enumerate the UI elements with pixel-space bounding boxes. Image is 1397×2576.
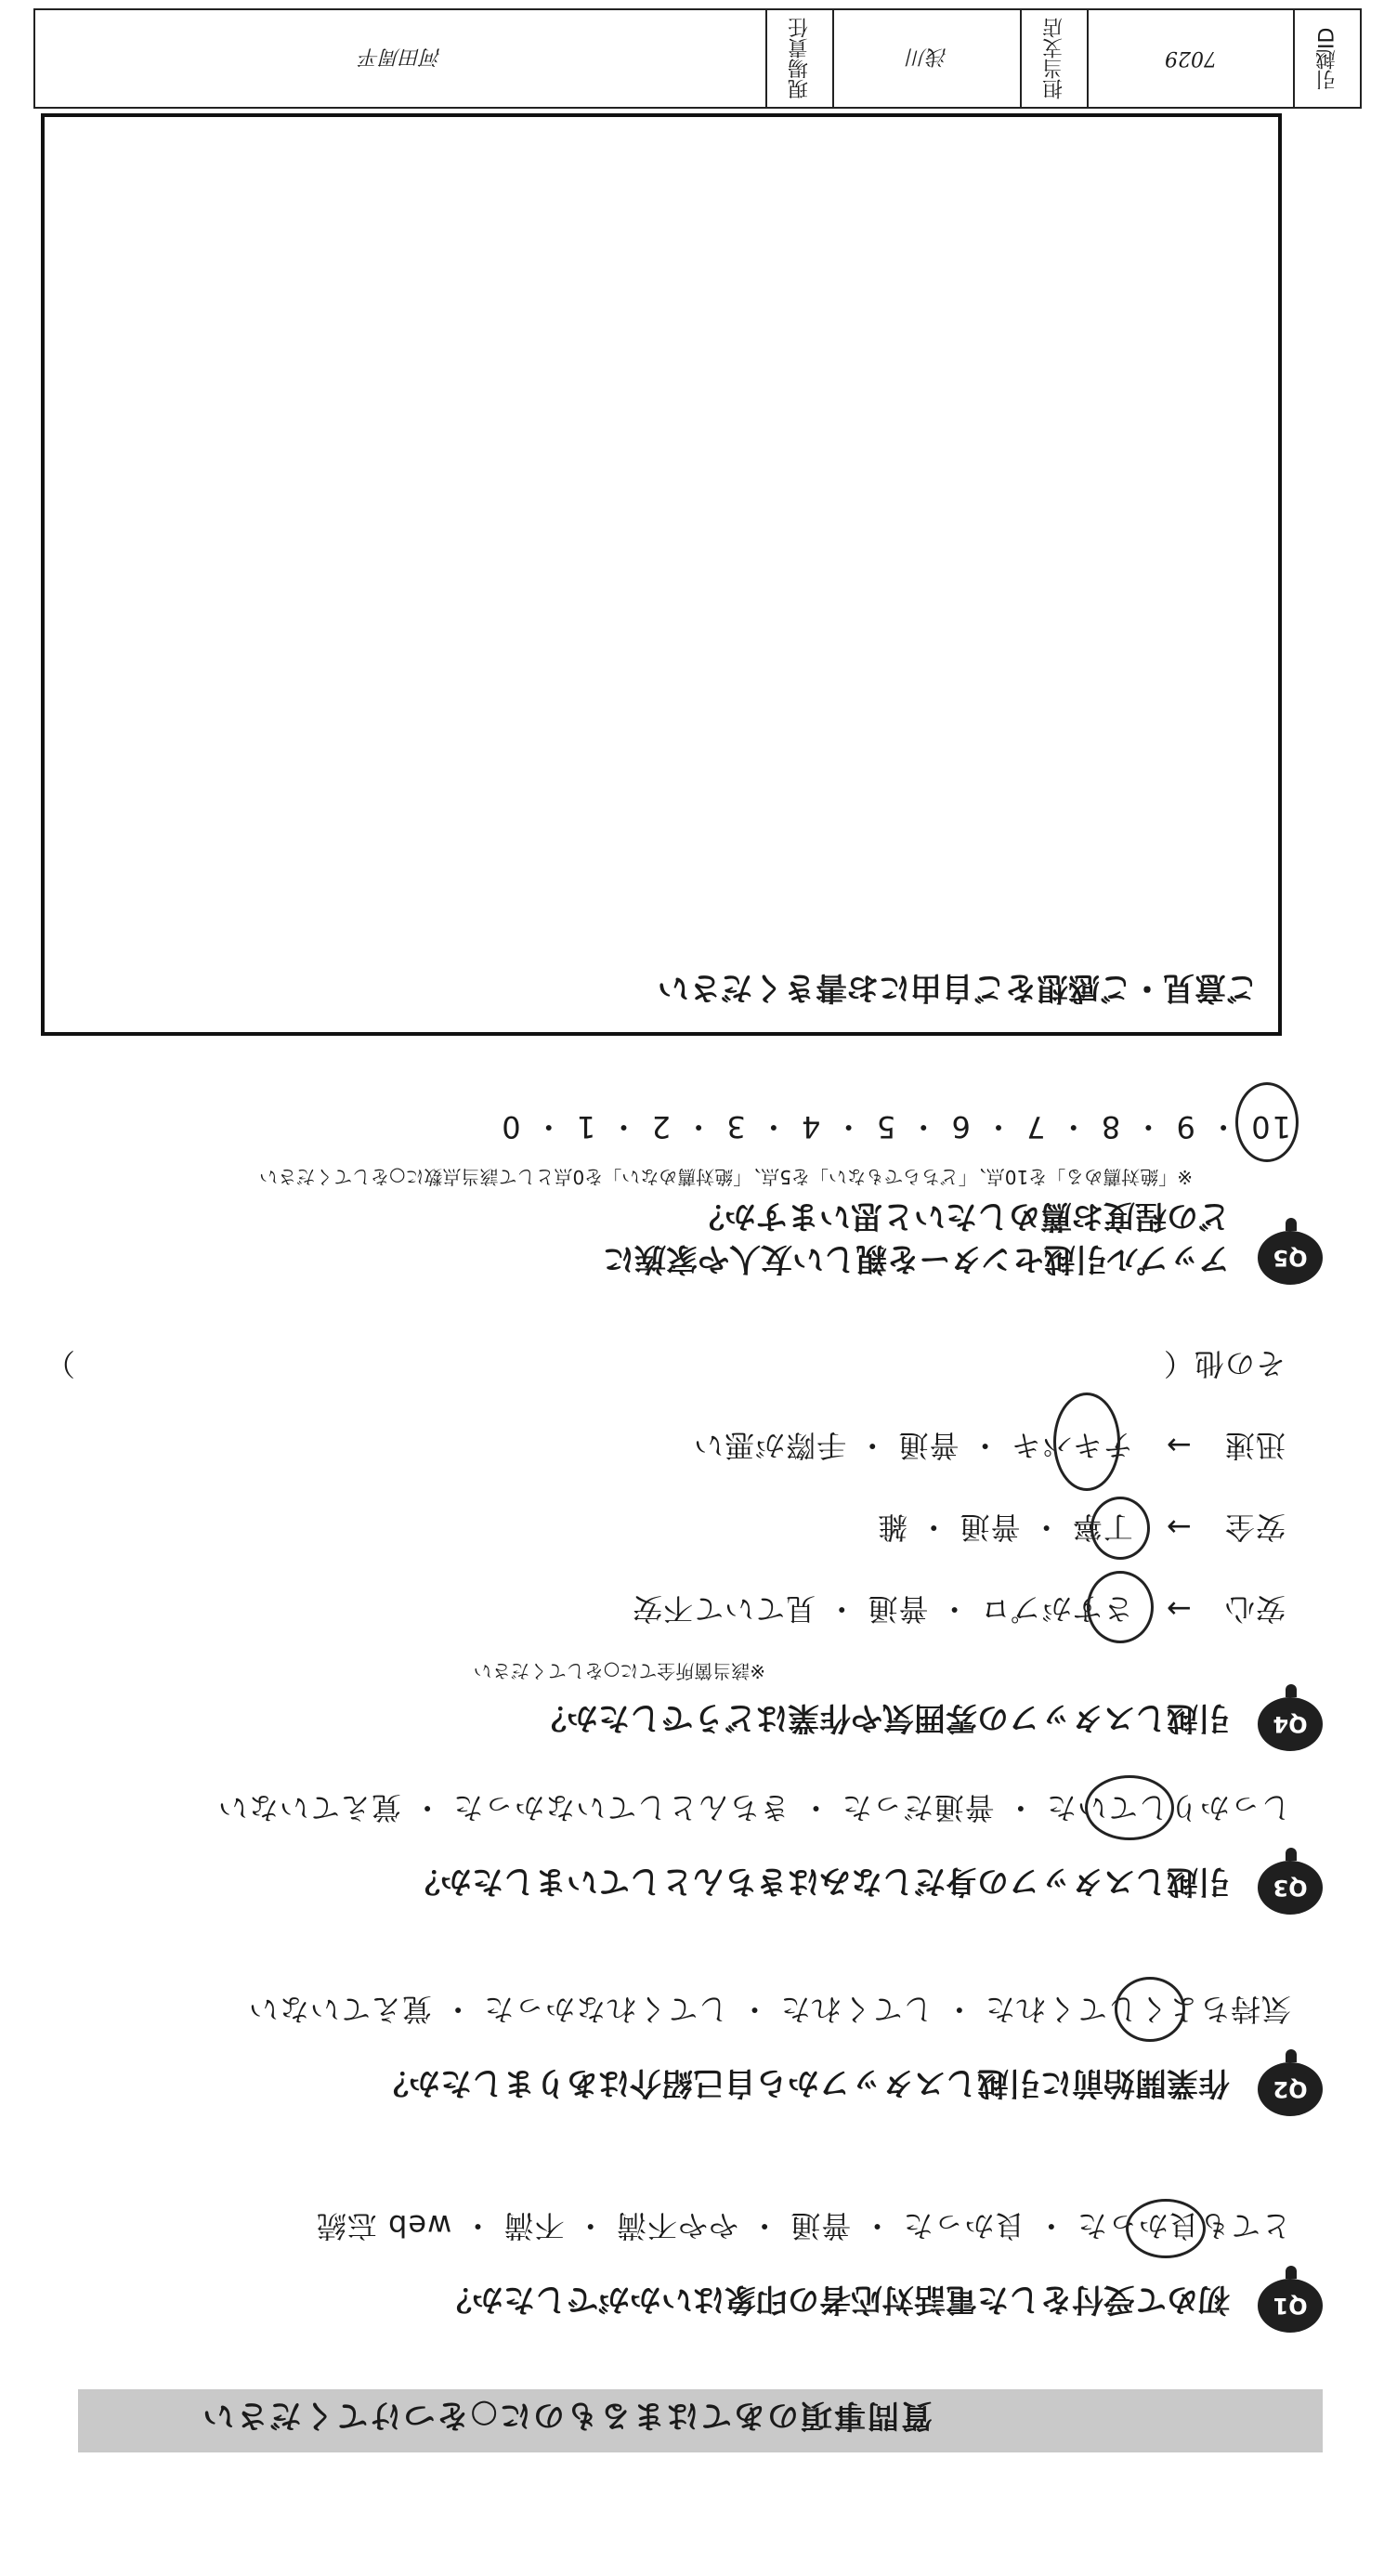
q4-jinsoku-circle — [1053, 1393, 1120, 1491]
q5-note: ※「絶対薦める」を10点、「どちらでもない」を5点、「絶対薦めない」を0点として該当点数に○をしてください — [259, 1166, 1193, 1188]
q4-row-anzen — [877, 1508, 1286, 1550]
q4-row-label: 安心 — [1223, 1591, 1286, 1627]
feedback-box[interactable] — [41, 113, 1282, 1036]
id-label: 引越ID — [1293, 10, 1360, 107]
q2-answer-circle — [1115, 1977, 1185, 2042]
branch-value: 浅川 — [832, 10, 1020, 107]
q1-answer-circle — [1126, 2199, 1206, 2258]
q4-row-label: 安全 — [1223, 1510, 1286, 1545]
q3-answer-circle — [1085, 1775, 1174, 1840]
leader-label: 現場責任 — [765, 10, 832, 107]
q4-anshin-circle — [1087, 1571, 1154, 1643]
q4-row-options: 丁寧 ・ 普通 ・ 雑 — [877, 1510, 1133, 1545]
branch-label: 担当支店 — [1020, 10, 1087, 107]
q4-badge: Q4 — [1258, 1697, 1323, 1751]
q5-answer-circle — [1235, 1082, 1299, 1162]
q4-row-label: 迅速 — [1223, 1428, 1286, 1463]
q3-options: しっかりしていた ・ 普通だった ・ きちんとしていなかった ・ 覚えていない — [216, 1790, 1291, 1825]
q2-question: 作業開始前に引越しスタッフから自己紹介はありましたか？ — [377, 2064, 1230, 2101]
q4-row-jinsoku — [693, 1426, 1286, 1469]
q1-badge: Q1 — [1258, 2279, 1323, 2333]
q3-question: 引越しスタッフの身だしなみはきちんとしていましたか？ — [409, 1863, 1230, 1900]
q5-badge: Q5 — [1258, 1231, 1323, 1285]
q4-note: ※該当箇所全てに○をしてください — [473, 1660, 765, 1682]
q5-scale: 10 ・ 9 ・ 8 ・ 7 ・ 6 ・ 5 ・ 4 ・ 3 ・ 2 ・ 1 ・ 0 — [500, 1109, 1291, 1144]
q1-question: 初めて受付をした電話対応者の印象はいかがでしたか？ — [440, 2281, 1230, 2318]
q4-other — [45, 1344, 1286, 1387]
id-value: 7029 — [1087, 10, 1293, 107]
id-table — [33, 8, 1362, 109]
feedback-title: ご意見・ご感想をご自由にお書きください — [658, 969, 1258, 1006]
q4-row-anshin — [632, 1589, 1286, 1632]
q3-badge: Q3 — [1258, 1861, 1323, 1915]
instruction-banner — [78, 2389, 1323, 2452]
q5-question-line2: どの程度お薦めしたいと思いますか？ — [693, 1197, 1230, 1235]
q4-other-close: ） — [44, 1346, 75, 1381]
q4-row-options: テキパキ ・ 普通 ・ 手際が悪い — [693, 1428, 1133, 1463]
q1-options: とても良かった ・ 良かった ・ 普通 ・ やや不満 ・ 不満 ・ web 忘続 — [315, 2208, 1291, 2243]
leader-value: 河田周平 — [359, 45, 442, 69]
q5-question-line1: アップル引越センターを親しい友人や家族に — [603, 1240, 1230, 1277]
q2-options: 気持ちよくしてくれた ・ してくれた ・ してくれなかった ・ 覚えていない — [247, 1992, 1291, 2027]
instruction-text: 質問事項のあてはまるものに○をつけてください — [201, 2397, 933, 2434]
q4-other-label: その他（ — [1162, 1346, 1286, 1381]
q4-question: 引越しスタッフの雰囲気や作業はどうでしたか？ — [535, 1699, 1230, 1736]
q4-row-options: さすがプロ ・ 普通 ・ 見ていて不安 — [632, 1591, 1133, 1627]
q4-anzen-circle — [1090, 1497, 1150, 1560]
arrow-icon: → — [1166, 1428, 1192, 1463]
arrow-icon: → — [1166, 1510, 1192, 1545]
arrow-icon: → — [1166, 1591, 1192, 1627]
q2-badge: Q2 — [1258, 2062, 1323, 2116]
